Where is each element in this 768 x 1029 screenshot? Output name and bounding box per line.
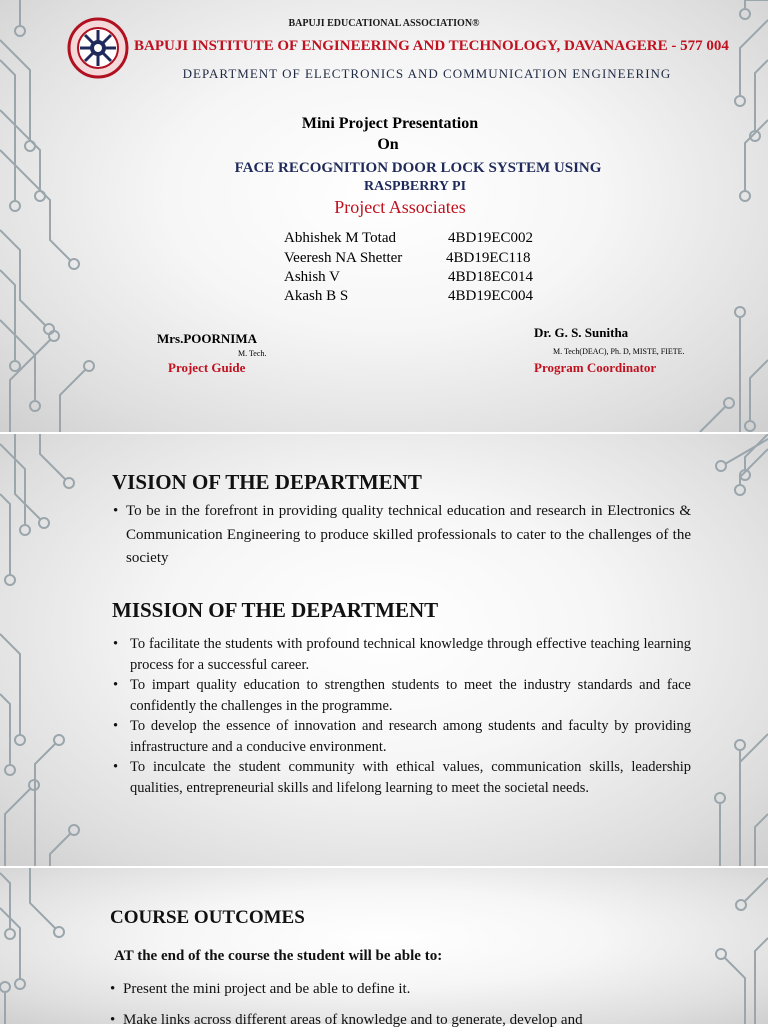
- outcome-text: Make links across different areas of knowledge and to generate, develop and: [123, 1012, 583, 1028]
- project-title-line2: RASPBERRY PI: [363, 179, 467, 194]
- mission-item-text: To inculcate the student community with ethical values, communication skills, leadership qualities, entrepreneurial skills and lifelong learning to meet the societal needs.: [130, 759, 691, 796]
- member-name: Ashish V: [284, 269, 340, 285]
- member-usn: 4BD19EC118: [446, 250, 531, 266]
- associates-heading: Project Associates: [334, 197, 466, 217]
- vision-statement: [113, 500, 691, 571]
- coordinator-role: Program Coordinator: [534, 360, 657, 375]
- guide-role: Project Guide: [168, 360, 246, 375]
- bullet: •: [113, 636, 119, 652]
- circuit-decoration-icon: [0, 868, 768, 1024]
- association-name: BAPUJI EDUCATIONAL ASSOCIATION®: [288, 18, 480, 29]
- bullet: •: [113, 677, 119, 693]
- presentation-type: Mini Project Presentation: [301, 115, 479, 132]
- mission-heading: MISSION OF THE DEPARTMENT: [112, 598, 439, 622]
- list-item: [110, 1012, 583, 1029]
- member-name: Akash B S: [284, 288, 349, 304]
- mission-item-text: To develop the essence of innovation and research among students and faculty by providing infrastructure and a conducive environment.: [130, 718, 691, 755]
- member-usn: 4BD18EC014: [448, 269, 534, 285]
- list-item: [113, 634, 691, 675]
- member-name: Abhishek M Totad: [284, 230, 397, 246]
- bullet: •: [113, 759, 119, 775]
- list-item: [110, 981, 410, 998]
- bullet: •: [110, 981, 116, 997]
- institute-name: BAPUJI INSTITUTE OF ENGINEERING AND TECHNOLOGY, DAVANAGERE - 577 004: [134, 38, 729, 54]
- member-usn: 4BD19EC002: [448, 230, 534, 246]
- on-label: On: [377, 136, 399, 153]
- member-name: Veeresh NA Shetter: [284, 250, 403, 266]
- list-item: [113, 675, 691, 716]
- title-slide: [0, 0, 768, 432]
- coordinator-degree: M. Tech(DEAC), Ph. D, MISTE, FIETE.: [553, 347, 685, 356]
- coordinator-name: Dr. G. S. Sunitha: [534, 325, 629, 340]
- mission-item-text: To facilitate the students with profound technical knowledge through effective teaching learning process for a successful career.: [130, 636, 691, 673]
- member-usn: 4BD19EC004: [448, 288, 534, 304]
- outcome-text: Present the mini project and be able to define it.: [123, 981, 411, 997]
- guide-degree: M. Tech.: [238, 349, 267, 358]
- course-outcomes-slide: [0, 868, 768, 1024]
- bullet: •: [110, 1012, 116, 1028]
- list-item: [113, 716, 691, 757]
- mission-item-text: To impart quality education to strengthen students to meet the industry standards and face confidently the challenges in the programme.: [130, 677, 691, 714]
- guide-name: Mrs.POORNIMA: [157, 331, 258, 346]
- bullet: •: [113, 718, 119, 734]
- vision-heading: VISION OF THE DEPARTMENT: [112, 470, 422, 494]
- mission-list: [113, 634, 691, 798]
- department-name: DEPARTMENT OF ELECTRONICS AND COMMUNICATION ENGINEERING: [182, 66, 672, 81]
- bullet: •: [113, 503, 119, 519]
- list-item: [113, 757, 691, 798]
- course-outcomes-heading: COURSE OUTCOMES: [110, 907, 305, 928]
- project-title-line1: FACE RECOGNITION DOOR LOCK SYSTEM USING: [234, 160, 602, 176]
- vision-text: To be in the forefront in providing quality technical education and research in Electronics & Communication Engineering to produce skilled professionals to cater to the challenges of the society: [126, 503, 691, 566]
- course-outcomes-subheading: AT the end of the course the student will be able to:: [114, 948, 443, 964]
